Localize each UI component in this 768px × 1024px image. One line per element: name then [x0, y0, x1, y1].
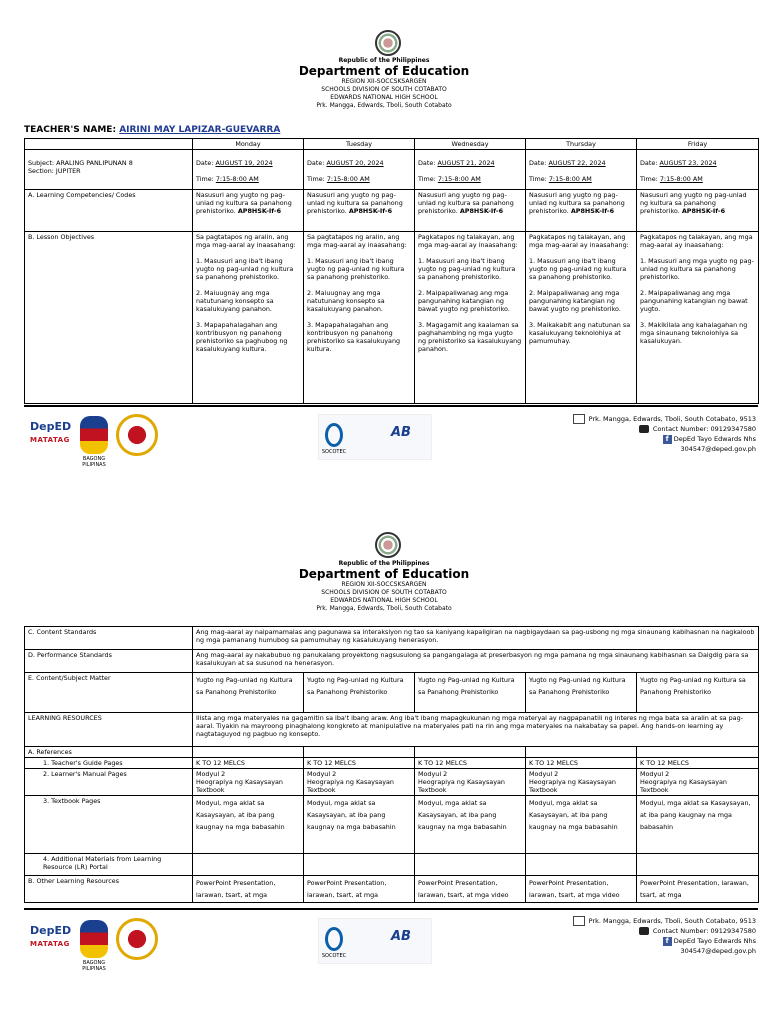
lesson-plan-table-2	[24, 626, 759, 903]
socotec-logo-icon	[325, 927, 343, 951]
date-value: AUGUST 21, 2024	[437, 159, 495, 167]
time-value: 7:15-8:00 AM	[437, 175, 481, 183]
republic-text: Republic of the Philippines	[338, 57, 430, 64]
facebook-icon: f	[663, 435, 672, 444]
objectives-cell: Pagkatapos ng talakayan, ang mga mag-aaral ay inaasahang: 1. Masusuri ang iba't ibang yugto ng pag-unlad ng kultura sa panahong prehistoriko. 2. Maipapaliwanag ang mga pangunahing katangian ng bawat yugto ng prehistoriko. 3. Magagamit ang kaalaman sa paghahambing ng mga yugto ng prehistoriko sa kasalukuyang panahon.	[415, 232, 526, 404]
footer-facebook: DepEd Tayo Edwards Nhs	[673, 435, 756, 443]
competency-cell: Nasusuri ang yugto ng pag-unlad ng kultura sa panahong prehistoriko. AP8HSK-If-6	[304, 190, 415, 232]
row-label-references: A. References	[25, 747, 193, 758]
socotec-logo-icon	[325, 423, 343, 447]
row-label-competencies: A. Learning Competencies/ Codes	[25, 190, 193, 232]
date-cell: Date: AUGUST 20, 2024 Time: 7:15-8:00 AM	[304, 150, 415, 190]
footer-address: Prk. Mangga, Edwards, Tboli, South Cotabato, 9513	[588, 917, 756, 925]
deped-seal-icon	[375, 532, 401, 558]
other-resources-cell: PowerPoint Presentation, larawan, tsart, at mga	[304, 876, 415, 903]
date-value: AUGUST 19, 2024	[215, 159, 273, 167]
corner-cell	[25, 139, 193, 150]
competency-cell: Nasusuri ang yugto ng pag-unlad ng kultura sa panahong prehistoriko. AP8HSK-If-6	[415, 190, 526, 232]
day-header: Tuesday	[304, 139, 415, 150]
tg-cell: K TO 12 MELCS	[637, 758, 759, 769]
row-label-performance-standards: D. Performance Standards	[25, 650, 193, 673]
region-text: REGION XII-SOCCSKSARGEN	[341, 581, 427, 588]
letterhead	[0, 57, 768, 110]
textbook-cell: Modyul, mga aklat sa Kasaysayan, at iba pang kaugnay na mga babasahin	[526, 796, 637, 854]
bagong-pilipinas-logo-icon	[80, 416, 108, 454]
content-cell: Yugto ng Pag-unlad ng Kultura sa Panahong Prehistoriko	[304, 673, 415, 713]
row-label-objectives: B. Lesson Objectives	[25, 232, 193, 404]
letterhead	[0, 560, 768, 613]
other-resources-cell: PowerPoint Presentation, larawan, tsart, at mga video	[526, 876, 637, 903]
socotec-text: SOCOTEC	[321, 953, 347, 959]
objectives-cell: Sa pagtatapos ng aralin, ang mga mag-aaral ay inaasahang: 1. Masusuri ang iba't ibang yugto ng pag-unlad ng kultura sa panahong prehistoriko. 2. Maiuugnay ang mga natutunang konsepto sa kasalukuyang panahon. 3. Mapapahalagahan ang kontribusyon ng panahong prehistoriko sa paghubog ng kasalukuyang kultura.	[193, 232, 304, 404]
content-cell: Yugto ng Pag-unlad ng Kultura sa Panahong Prehistoriko	[193, 673, 304, 713]
teacher-name: AIRINI MAY LAPIZAR-GUEVARRA	[119, 125, 281, 135]
date-cell: Date: AUGUST 21, 2024 Time: 7:15-8:00 AM	[415, 150, 526, 190]
other-resources-cell: PowerPoint Presentation, larawan, tsart, at mga	[637, 876, 759, 903]
row-label-learning-resources: LEARNING RESOURCES	[25, 713, 193, 747]
footer-address: Prk. Mangga, Edwards, Tboli, South Cotabato, 9513	[588, 415, 756, 423]
school-seal-icon	[116, 918, 158, 960]
row-label-content: E. Content/Subject Matter	[25, 673, 193, 713]
content-standards-text: Ang mag-aaral ay naipamamalas ang pagunawa sa interaksiyon ng tao sa kaniyang kapaligiran na nagbigaydaan sa pag-usbong ng mga sinaunang kabihasnan na nagkaloob ng mga pamanang humubog sa pamumuhay ng kasalukuyang henerasyon.	[193, 627, 759, 650]
republic-text: Republic of the Philippines	[338, 560, 430, 567]
subject-cell	[25, 150, 193, 190]
empty-cell	[637, 854, 759, 876]
time-value: 7:15-8:00 AM	[659, 175, 703, 183]
lesson-plan-table-1	[24, 138, 759, 404]
time-value: 7:15-8:00 AM	[326, 175, 370, 183]
empty-cell	[304, 747, 415, 758]
phone-icon	[639, 927, 649, 935]
teacher-label: TEACHER'S NAME:	[24, 125, 117, 135]
objectives-cell: Pagkatapos ng talakayan, ang mga mag-aaral ay inaasahang: 1. Masusuri ang iba't ibang yugto ng pag-unlad ng kultura sa panahong prehistoriko. 2. Maipapaliwanag ang mga pangunahing katangian ng bawat yugto ng prehistoriko. 3. Maikakabit ang natutunan sa kasalukuyang teknolohiya at pamumuhay.	[526, 232, 637, 404]
bagong-pilipinas-logo-icon	[80, 920, 108, 958]
iso-certification-box	[318, 414, 432, 460]
other-resources-cell: PowerPoint Presentation, larawan, tsart, at mga video	[415, 876, 526, 903]
content-cell: Yugto ng Pag-unlad ng Kultura sa Panahong Prehistoriko	[637, 673, 759, 713]
empty-cell	[637, 747, 759, 758]
division-text: SCHOOLS DIVISION OF SOUTH COTABATO	[321, 589, 447, 596]
day-header: Monday	[193, 139, 304, 150]
empty-cell	[193, 854, 304, 876]
deped-matatag-logo: DepED MATATAG	[30, 420, 72, 444]
tg-cell: K TO 12 MELCS	[304, 758, 415, 769]
footer-rule	[24, 405, 758, 407]
performance-standards-text: Ang mag-aaral ay nakabubuo ng panukalang proyektong nagsusulong sa pangangalaga at preserbasyon ng mga pamana ng mga sinaunang kabihasnan sa Daigdig para sa kasalukuyan at sa susunod na henerasyon.	[193, 650, 759, 673]
page-2	[0, 510, 768, 1024]
region-text: REGION XII-SOCCSKSARGEN	[341, 78, 427, 85]
date-value: AUGUST 22, 2024	[548, 159, 606, 167]
content-cell: Yugto ng Pag-unlad ng Kultura sa Panahong Prehistoriko	[415, 673, 526, 713]
contact-block	[573, 916, 756, 956]
tg-cell: K TO 12 MELCS	[415, 758, 526, 769]
textbook-cell: Modyul, mga aklat sa Kasaysayan, at iba pang kaugnay na mga babasahin	[637, 796, 759, 854]
empty-cell	[415, 747, 526, 758]
competency-cell: Nasusuri ang yugto ng pag-unlad ng kultura sa panahong prehistoriko. AP8HSK-If-6	[526, 190, 637, 232]
tg-cell: K TO 12 MELCS	[526, 758, 637, 769]
objectives-cell: Pagkatapos ng talakayan, ang mga mag-aaral ay inaasahang: 1. Masusuri ang mga yugto ng pag-unlad ng kultura sa panahong prehistoriko. 2. Maipapaliwanag ang mga pangunahing katangian ng bawat yugto. 3. Makikilala ang kahalagahan ng mga sinaunang teknolohiya sa kasalukuyan.	[637, 232, 759, 404]
department-title: Department of Education	[298, 64, 470, 78]
lm-cell: Modyul 2 Heograpiya ng Kasaysayan Textbook	[193, 769, 304, 796]
competency-cell: Nasusuri ang yugto ng pag-unlad ng kultura sa panahong prehistoriko. AP8HSK-If-6	[193, 190, 304, 232]
other-resources-cell: PowerPoint Presentation, larawan, tsart, at mga	[193, 876, 304, 903]
lm-cell: Modyul 2 Heograpiya ng Kasaysayan Textbook	[637, 769, 759, 796]
contact-block	[573, 414, 756, 454]
row-label-content-standards: C. Content Standards	[25, 627, 193, 650]
division-text: SCHOOLS DIVISION OF SOUTH COTABATO	[321, 86, 447, 93]
phone-icon	[639, 425, 649, 433]
date-value: AUGUST 23, 2024	[659, 159, 717, 167]
time-value: 7:15-8:00 AM	[215, 175, 259, 183]
empty-cell	[526, 854, 637, 876]
date-cell: Date: AUGUST 23, 2024 Time: 7:15-8:00 AM	[637, 150, 759, 190]
footer-rule	[24, 908, 758, 910]
iso-certification-box	[318, 918, 432, 964]
deped-seal-icon	[375, 30, 401, 56]
empty-cell	[526, 747, 637, 758]
pab-logo-icon: AB	[391, 425, 411, 440]
school-text: EDWARDS NATIONAL HIGH SCHOOL	[330, 94, 438, 101]
address-text: Prk. Mangga, Edwards, Tboli, South Cotabato	[316, 605, 452, 612]
subject-text: Subject: ARALING PANLIPUNAN 8	[28, 159, 133, 167]
footer-contact: Contact Number: 09129347580	[652, 927, 756, 935]
address-text: Prk. Mangga, Edwards, Tboli, South Cotabato	[316, 102, 452, 109]
footer-contact: Contact Number: 09129347580	[652, 425, 756, 433]
objectives-cell: Sa pagtatapos ng aralin, ang mga mag-aaral ay inaasahang: 1. Masusuri ang iba't ibang yugto ng pag-unlad ng kultura sa panahong prehistoriko. 2. Maiuugnay ang mga natutunang konsepto sa kasalukuyang panahon. 3. Mapapahalagahan ang kontribusyon ng panahong prehistoriko sa kasalukuyang kultura.	[304, 232, 415, 404]
row-label-additional-materials: 4. Additional Materials from Learning Resource (LR) Portal	[25, 854, 193, 876]
socotec-text: SOCOTEC	[321, 449, 347, 455]
textbook-cell: Modyul, mga aklat sa Kasaysayan, at iba pang kaugnay na mga babasahin	[193, 796, 304, 854]
date-value: AUGUST 20, 2024	[326, 159, 384, 167]
textbook-cell: Modyul, mga aklat sa Kasaysayan, at iba pang kaugnay na mga babasahin	[304, 796, 415, 854]
content-cell: Yugto ng Pag-unlad ng Kultura sa Panahong Prehistoriko	[526, 673, 637, 713]
day-header: Thursday	[526, 139, 637, 150]
deped-matatag-logo: DepED MATATAG	[30, 924, 72, 948]
lm-cell: Modyul 2 Heograpiya ng Kasaysayan Textbook	[526, 769, 637, 796]
row-label-textbook: 3. Textbook Pages	[25, 796, 193, 854]
location-icon	[573, 916, 585, 926]
school-text: EDWARDS NATIONAL HIGH SCHOOL	[330, 597, 438, 604]
footer-email: 304547@deped.gov.ph	[680, 947, 756, 955]
bagong-pilipinas-text: BAGONG PILIPINAS	[82, 456, 106, 468]
location-icon	[573, 414, 585, 424]
section-text: Section: JUPITER	[28, 167, 81, 175]
department-title: Department of Education	[298, 567, 470, 581]
school-seal-icon	[116, 414, 158, 456]
tg-cell: K TO 12 MELCS	[193, 758, 304, 769]
day-header: Wednesday	[415, 139, 526, 150]
pab-logo-icon: AB	[391, 929, 411, 944]
bagong-pilipinas-text: BAGONG PILIPINAS	[82, 960, 106, 972]
lm-cell: Modyul 2 Heograpiya ng Kasaysayan Textbook	[304, 769, 415, 796]
learning-resources-text: Ilista ang mga materyales na gagamitin sa iba't ibang araw. Ang iba't ibang mapagkukunan ng mga materyal ay nagpapanatili ng interes ng mga bata sa aralin at sa pag-aaral. Tiyakin na mayroong pinaghalong kongkreto at manipulative na materyales pati na rin ang mga materyales na nakabatay sa papel. Ang hands-on learning ay nagtataguyod ng pagbuo ng konsepto.	[193, 713, 759, 747]
page-1	[0, 0, 768, 500]
date-cell: Date: AUGUST 19, 2024 Time: 7:15-8:00 AM	[193, 150, 304, 190]
footer-email: 304547@deped.gov.ph	[680, 445, 756, 453]
date-cell: Date: AUGUST 22, 2024 Time: 7:15-8:00 AM	[526, 150, 637, 190]
time-value: 7:15-8:00 AM	[548, 175, 592, 183]
textbook-cell: Modyul, mga aklat sa Kasaysayan, at iba pang kaugnay na mga babasahin	[415, 796, 526, 854]
competency-cell: Nasusuri ang yugto ng pag-unlad ng kultura sa panahong prehistoriko. AP8HSK-If-6	[637, 190, 759, 232]
row-label-learners-manual: 2. Learner's Manual Pages	[25, 769, 193, 796]
footer-facebook: DepEd Tayo Edwards Nhs	[673, 937, 756, 945]
lm-cell: Modyul 2 Heograpiya ng Kasaysayan Textbook	[415, 769, 526, 796]
day-header: Friday	[637, 139, 759, 150]
empty-cell	[415, 854, 526, 876]
facebook-icon: f	[663, 937, 672, 946]
row-label-teachers-guide: 1. Teacher's Guide Pages	[25, 758, 193, 769]
empty-cell	[193, 747, 304, 758]
teacher-name-line	[24, 125, 280, 135]
empty-cell	[304, 854, 415, 876]
row-label-other-resources: B. Other Learning Resources	[25, 876, 193, 903]
